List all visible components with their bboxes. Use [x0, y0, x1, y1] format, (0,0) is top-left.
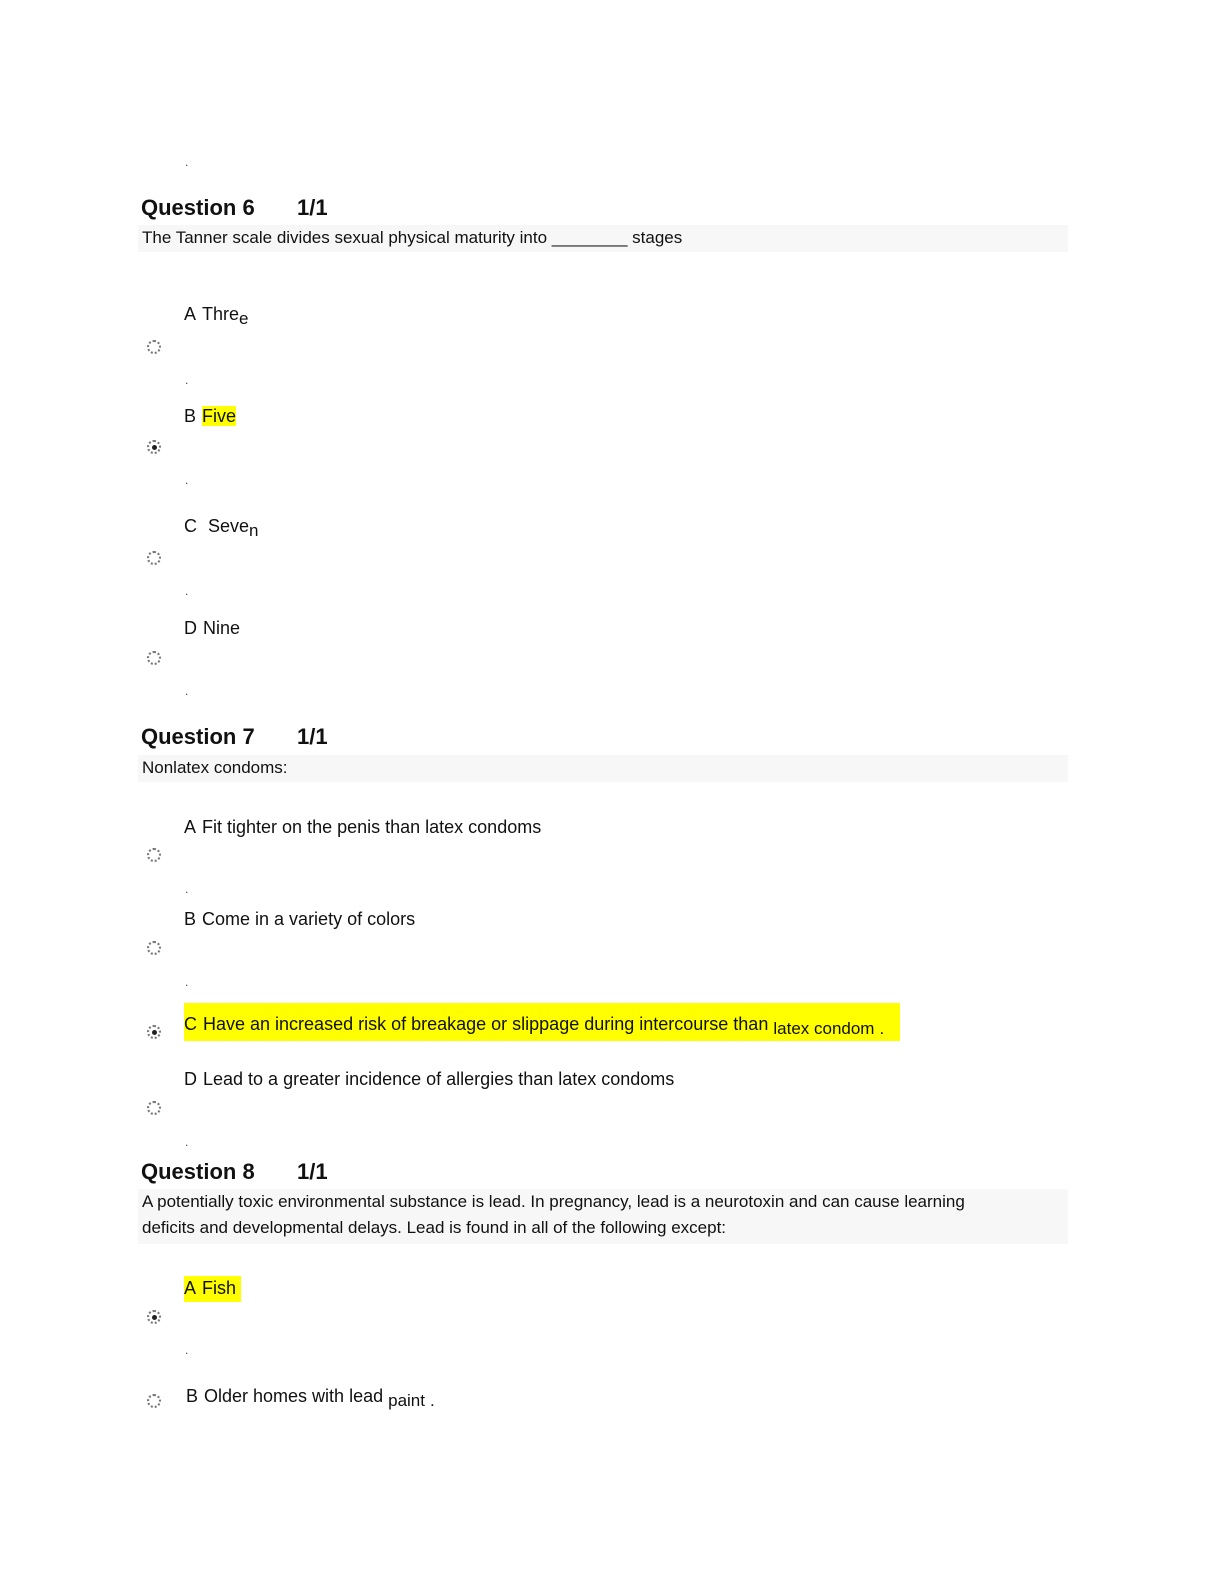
- separator-dot: .: [185, 975, 189, 989]
- option-c-radio[interactable]: [147, 551, 161, 565]
- option-d-label[interactable]: [184, 1067, 674, 1091]
- option-d-label[interactable]: [184, 616, 240, 640]
- option-letter: C: [184, 1014, 197, 1034]
- option-text: Nine: [203, 618, 241, 638]
- option-a-label[interactable]: [184, 302, 249, 327]
- question-title: Question 7: [141, 724, 255, 749]
- option-text-tail: n: [249, 521, 259, 540]
- option-text: Have an increased risk of breakage or slippage during intercourse than: [203, 1014, 769, 1034]
- option-letter: B: [186, 1386, 199, 1406]
- separator-dot: .: [185, 684, 189, 698]
- option-b-radio[interactable]: [147, 1394, 161, 1408]
- option-text: Fit tighter on the penis than latex condoms: [202, 817, 542, 837]
- option-d-radio[interactable]: [147, 1101, 161, 1115]
- option-c-label[interactable]: [184, 1003, 900, 1041]
- option-letter: A: [184, 304, 197, 324]
- option-a-label[interactable]: [184, 815, 541, 839]
- question-6-prompt: The Tanner scale divides sexual physical maturity into ________ stages: [138, 225, 1068, 252]
- option-letter: A: [184, 1278, 197, 1298]
- option-text-tail: latex condom: [773, 1019, 875, 1038]
- question-6-header: [141, 195, 328, 221]
- option-c-radio-selected[interactable]: [147, 1025, 161, 1039]
- option-a-radio[interactable]: [147, 340, 161, 354]
- question-score: 1/1: [297, 195, 328, 220]
- option-b-label[interactable]: [186, 1384, 435, 1409]
- option-a-label[interactable]: [184, 1276, 241, 1302]
- question-score: 1/1: [297, 724, 328, 749]
- option-b-radio-selected[interactable]: [147, 440, 161, 454]
- separator-dot: .: [185, 373, 189, 387]
- option-a-radio[interactable]: [147, 848, 161, 862]
- option-text: Come in a variety of colors: [202, 909, 416, 929]
- separator-dot: .: [185, 1135, 189, 1149]
- option-a-radio-selected[interactable]: [147, 1310, 161, 1324]
- option-letter: C: [184, 516, 197, 536]
- separator-dot: .: [185, 584, 189, 598]
- option-text: Lead to a greater incidence of allergies than latex condoms: [203, 1069, 675, 1089]
- question-title: Question 8: [141, 1159, 255, 1184]
- option-b-label[interactable]: [184, 404, 236, 428]
- option-text: Older homes with lead: [204, 1386, 384, 1406]
- separator-dot: .: [185, 155, 189, 169]
- option-d-radio[interactable]: [147, 651, 161, 665]
- question-score: 1/1: [297, 1159, 328, 1184]
- question-7-header: [141, 724, 328, 750]
- separator-dot: .: [185, 1343, 189, 1357]
- option-trail: .: [879, 1019, 885, 1038]
- option-trail: .: [430, 1391, 435, 1410]
- option-text-tail: paint: [388, 1391, 425, 1410]
- option-letter: B: [184, 909, 197, 929]
- option-text: Seve: [208, 516, 250, 536]
- option-c-label[interactable]: [184, 514, 259, 539]
- option-letter: B: [184, 406, 197, 426]
- option-b-radio[interactable]: [147, 941, 161, 955]
- prompt-line: deficits and developmental delays. Lead is found in all of the following except:: [142, 1218, 727, 1237]
- option-text: Fish: [202, 1278, 237, 1298]
- question-7-prompt: Nonlatex condoms:: [138, 755, 1068, 782]
- option-text: Five: [202, 406, 237, 426]
- question-8-header: [141, 1159, 328, 1185]
- option-b-label[interactable]: [184, 907, 415, 931]
- option-letter: D: [184, 1069, 197, 1089]
- question-title: Question 6: [141, 195, 255, 220]
- separator-dot: .: [185, 473, 189, 487]
- option-text-tail: e: [239, 309, 249, 328]
- question-8-prompt: [138, 1189, 1068, 1244]
- prompt-line: A potentially toxic environmental substance is lead. In pregnancy, lead is a neurotoxin and can cause learning: [142, 1192, 965, 1211]
- option-text: Thre: [202, 304, 240, 324]
- option-letter: A: [184, 817, 197, 837]
- separator-dot: .: [185, 882, 189, 896]
- option-letter: D: [184, 618, 197, 638]
